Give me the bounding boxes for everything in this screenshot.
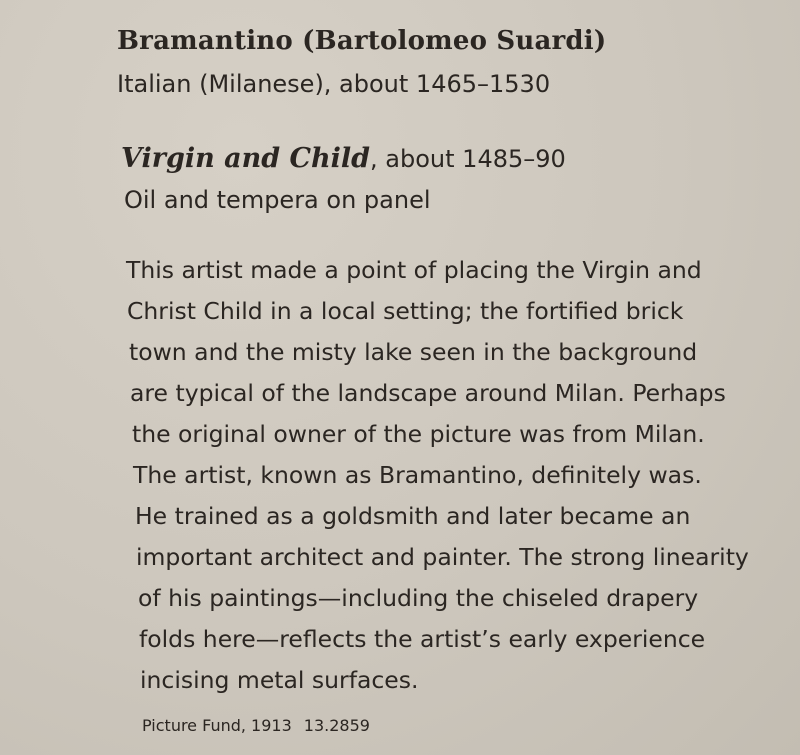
artwork-title-line (121, 143, 566, 174)
description-line: town and the misty lake seen in the background (129, 338, 698, 366)
description-line: incising metal surfaces. (140, 666, 419, 694)
description-line: important architect and painter. The strong linearity (136, 543, 749, 571)
description-line: folds here—reflects the artist’s early experience (139, 625, 706, 653)
accession-number: 13.2859 (303, 716, 370, 735)
credit-line (142, 716, 370, 735)
artwork-date: , about 1485–90 (370, 145, 566, 173)
description-line: are typical of the landscape around Milan. Perhaps (130, 379, 726, 407)
description-line: This artist made a point of placing the Virgin and (126, 256, 702, 284)
description-line: The artist, known as Bramantino, definitely was. (133, 461, 702, 489)
description-line: He trained as a goldsmith and later became an (135, 502, 691, 530)
credit-text: Picture Fund, 1913 (142, 716, 292, 735)
artwork-title: Virgin and Child (121, 143, 371, 174)
description-line: Christ Child in a local setting; the fortified brick (127, 297, 684, 325)
artist-name: Bramantino (Bartolomeo Suardi) (117, 26, 607, 56)
artist-nationality-dates: Italian (Milanese), about 1465–1530 (117, 70, 551, 98)
description-line: of his paintings—including the chiseled drapery (138, 584, 699, 612)
artwork-medium: Oil and tempera on panel (124, 186, 431, 214)
description-line: the original owner of the picture was from Milan. (132, 420, 705, 448)
